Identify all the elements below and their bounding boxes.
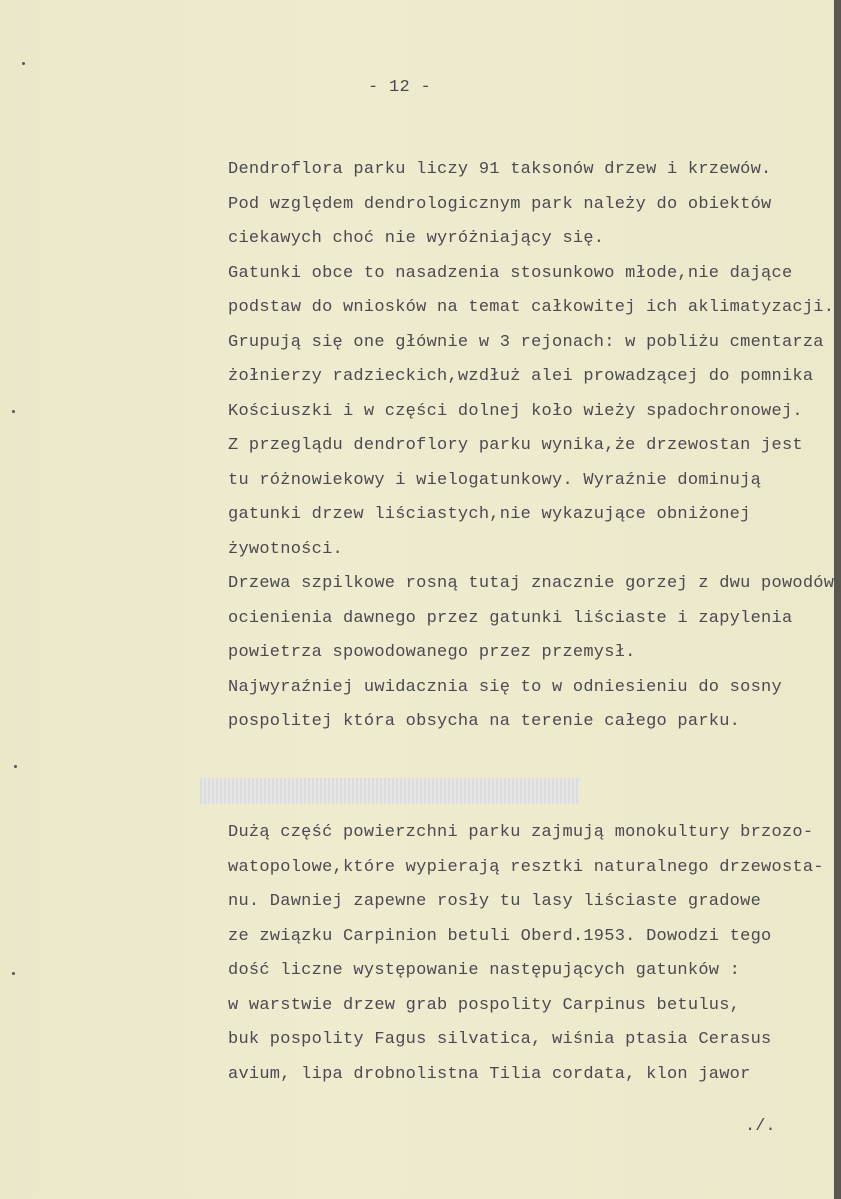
text-line: Najwyraźniej uwidacznia się to w odniesieniu do sosny <box>228 677 782 697</box>
text-line: tu różnowiekowy i wielogatunkowy. Wyraźnie dominują <box>228 470 762 490</box>
text-line: gatunki drzew liściastych,nie wykazujące obniżonej <box>228 505 751 524</box>
text-line: ze związku Carpinion betuli Oberd.1953. Dowodzi tego <box>228 926 772 946</box>
text-line: ciekawych choć nie wyróżniający się. <box>228 229 605 248</box>
page-number: - 12 - <box>368 78 432 97</box>
text-line: podstaw do wniosków na temat całkowitej ich aklimatyzacji. <box>228 298 835 317</box>
redacted-heading <box>200 778 580 804</box>
text-line: Grupują się one głównie w 3 rejonach: w pobliżu cmentarza <box>228 332 824 352</box>
page-edge <box>834 0 841 1199</box>
punch-mark <box>22 62 25 65</box>
text-line: Drzewa szpilkowe rosną tutaj znacznie gorzej z dwu powodów <box>228 574 835 593</box>
text-line: Dendroflora parku liczy 91 taksonów drzew i krzewów. <box>228 160 772 179</box>
text-line: nu. Dawniej zapewne rosły tu lasy liściaste gradowe <box>228 892 762 911</box>
text-line: Gatunki obce to nasadzenia stosunkowo młode,nie dające <box>228 263 793 283</box>
text-line: buk pospolity Fagus silvatica, wiśnia ptasia Cerasus <box>228 1030 772 1049</box>
text-line: Kościuszki i w części dolnej koło wieży spadochronowej. <box>228 401 803 421</box>
text-line: ocienienia dawnego przez gatunki liściaste i zapylenia <box>228 608 793 628</box>
text-line: avium, lipa drobnolistna Tilia cordata, klon jawor <box>228 1064 751 1084</box>
continuation-mark: ./. <box>745 1117 776 1136</box>
text-line: Z przeglądu dendroflory parku wynika,że drzewostan jest <box>228 436 803 455</box>
text-line: Dużą część powierzchni parku zajmują monokultury brzozo- <box>228 823 814 842</box>
text-line: powietrza spowodowanego przez przemysł. <box>228 643 636 662</box>
text-line: dość liczne występowanie następujących gatunków : <box>228 961 741 980</box>
text-line: żołnierzy radzieckich,wzdłuż alei prowadzącej do pomnika <box>228 367 814 386</box>
text-line: Pod względem dendrologicznym park należy do obiektów <box>228 194 772 214</box>
text-line: w warstwie drzew grab pospolity Carpinus betulus, <box>228 995 741 1015</box>
punch-mark <box>12 972 15 975</box>
punch-mark <box>12 410 15 413</box>
text-line: żywotności. <box>228 539 343 559</box>
text-line: watopolowe,które wypierają resztki naturalnego drzewosta- <box>228 857 824 877</box>
text-line: pospolitej która obsycha na terenie całego parku. <box>228 712 741 731</box>
punch-mark <box>14 765 17 768</box>
